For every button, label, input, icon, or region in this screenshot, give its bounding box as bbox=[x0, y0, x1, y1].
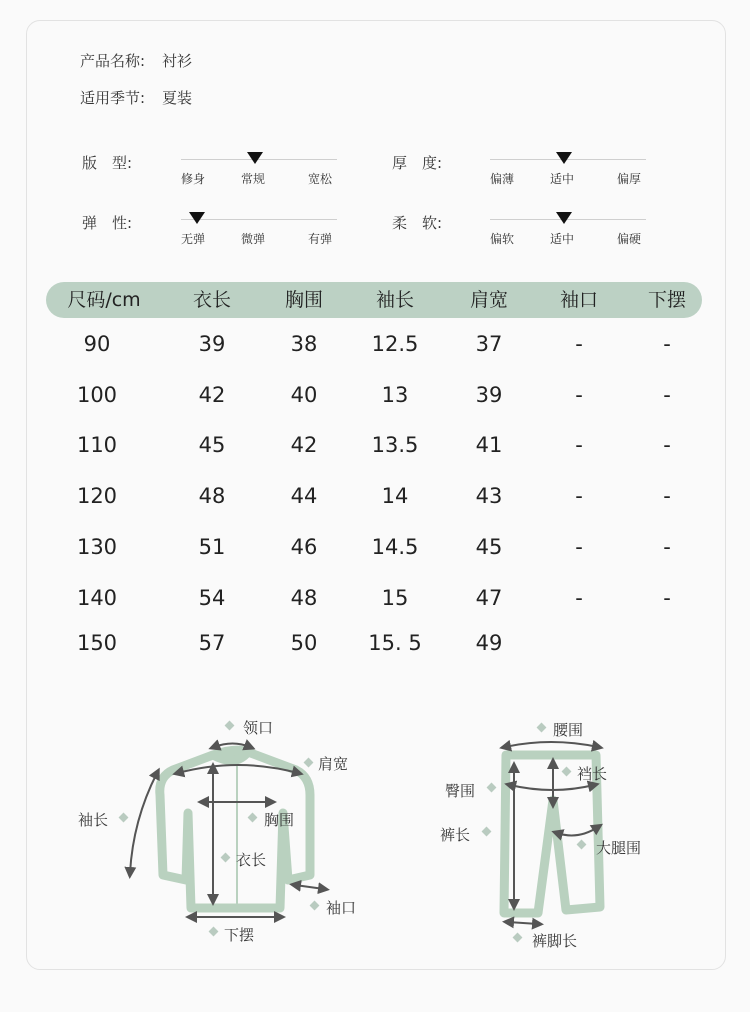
table-cell: 12.5 bbox=[371, 332, 419, 356]
table-cell: 42 bbox=[198, 383, 226, 407]
scale-option: 偏厚 bbox=[617, 172, 642, 186]
waist-label: 腰围 bbox=[553, 721, 584, 739]
scale-option: 偏硬 bbox=[617, 232, 642, 246]
table-cell: 57 bbox=[198, 631, 226, 655]
season-row bbox=[80, 87, 192, 108]
table-cell: 48 bbox=[290, 586, 318, 610]
attribute-scale bbox=[181, 208, 337, 248]
table-cell: - bbox=[575, 433, 583, 457]
hip-label: 臀围 bbox=[445, 782, 476, 800]
selected-marker-icon bbox=[556, 212, 572, 224]
size-cell: 150 bbox=[76, 631, 118, 655]
collar-label: 领口 bbox=[243, 719, 274, 737]
table-cell: 50 bbox=[290, 631, 318, 655]
leg-opening-label: 裤脚长 bbox=[532, 932, 578, 950]
scale-option: 无弹 bbox=[181, 232, 206, 246]
product-name-label: 产品名称: bbox=[80, 52, 146, 70]
table-cell: 49 bbox=[475, 631, 503, 655]
attribute-label: 弹 性: bbox=[82, 214, 133, 232]
table-cell: 45 bbox=[475, 535, 503, 559]
attribute-scale bbox=[490, 148, 646, 188]
scale-option: 偏软 bbox=[490, 232, 515, 246]
season-label: 适用季节: bbox=[80, 89, 146, 107]
column-header: 袖长 bbox=[375, 289, 414, 311]
scale-option: 偏薄 bbox=[490, 172, 515, 186]
attribute-scale bbox=[181, 148, 337, 188]
table-cell: 13 bbox=[381, 383, 409, 407]
column-header: 衣长 bbox=[192, 289, 231, 311]
table-cell: - bbox=[575, 535, 583, 559]
cuff-label: 袖口 bbox=[326, 899, 357, 917]
measurement-diagram bbox=[48, 695, 708, 960]
table-cell: 15. 5 bbox=[368, 631, 422, 655]
table-cell: 37 bbox=[475, 332, 503, 356]
table-cell: 45 bbox=[198, 433, 226, 457]
table-cell: - bbox=[663, 586, 671, 610]
scale-option: 修身 bbox=[181, 172, 206, 186]
table-cell: - bbox=[663, 433, 671, 457]
table-cell: 42 bbox=[290, 433, 318, 457]
size-cell: 140 bbox=[76, 586, 118, 610]
size-cell: 120 bbox=[76, 484, 118, 508]
table-cell: 38 bbox=[290, 332, 318, 356]
scale-option: 宽松 bbox=[308, 172, 333, 186]
garment-illustration bbox=[48, 695, 708, 960]
table-cell: 43 bbox=[475, 484, 503, 508]
scale-option: 适中 bbox=[550, 232, 575, 246]
table-cell: - bbox=[575, 586, 583, 610]
table-cell: - bbox=[575, 332, 583, 356]
table-cell: 54 bbox=[198, 586, 226, 610]
attribute-label: 柔 软: bbox=[392, 214, 443, 232]
thigh-label: 大腿围 bbox=[596, 839, 642, 857]
chest-label: 胸围 bbox=[264, 811, 295, 829]
table-cell: - bbox=[663, 332, 671, 356]
table-cell: - bbox=[663, 484, 671, 508]
table-cell: - bbox=[663, 535, 671, 559]
table-cell: 47 bbox=[475, 586, 503, 610]
table-cell: 15 bbox=[381, 586, 409, 610]
column-header: 尺码/cm bbox=[67, 289, 141, 311]
product-name-value: 衬衫 bbox=[162, 52, 193, 70]
table-cell: 14.5 bbox=[371, 535, 419, 559]
rise-label: 裆长 bbox=[577, 765, 608, 783]
table-cell: 41 bbox=[475, 433, 503, 457]
column-header: 下摆 bbox=[647, 289, 686, 311]
table-cell: - bbox=[575, 484, 583, 508]
table-cell: - bbox=[575, 383, 583, 407]
season-value: 夏装 bbox=[162, 89, 193, 107]
selected-marker-icon bbox=[189, 212, 205, 224]
table-cell: 39 bbox=[198, 332, 226, 356]
table-cell: 51 bbox=[198, 535, 226, 559]
table-cell: 13.5 bbox=[371, 433, 419, 457]
size-cell: 90 bbox=[83, 332, 111, 356]
table-cell: 40 bbox=[290, 383, 318, 407]
table-cell: - bbox=[663, 383, 671, 407]
table-cell: 44 bbox=[290, 484, 318, 508]
length-label: 衣长 bbox=[236, 851, 267, 869]
table-cell: 48 bbox=[198, 484, 226, 508]
selected-marker-icon bbox=[556, 152, 572, 164]
table-cell: 14 bbox=[381, 484, 409, 508]
attribute-label: 版 型: bbox=[82, 154, 133, 172]
attribute-scale bbox=[490, 208, 646, 248]
attribute-label: 厚 度: bbox=[392, 154, 443, 172]
column-header: 胸围 bbox=[284, 289, 323, 311]
pants-length-label: 裤长 bbox=[440, 826, 471, 844]
column-header: 肩宽 bbox=[469, 289, 508, 311]
size-cell: 110 bbox=[76, 433, 118, 457]
size-cell: 130 bbox=[76, 535, 118, 559]
scale-option: 微弹 bbox=[241, 232, 266, 246]
selected-marker-icon bbox=[247, 152, 263, 164]
shoulder-label: 肩宽 bbox=[318, 755, 349, 773]
table-cell: 39 bbox=[475, 383, 503, 407]
hem-label: 下摆 bbox=[224, 926, 255, 944]
scale-option: 有弹 bbox=[308, 232, 333, 246]
scale-option: 适中 bbox=[550, 172, 575, 186]
size-cell: 100 bbox=[76, 383, 118, 407]
table-cell: 46 bbox=[290, 535, 318, 559]
scale-option: 常规 bbox=[241, 172, 266, 186]
product-name-row bbox=[80, 50, 192, 71]
sleeve-label: 袖长 bbox=[78, 811, 109, 829]
column-header: 袖口 bbox=[559, 289, 598, 311]
